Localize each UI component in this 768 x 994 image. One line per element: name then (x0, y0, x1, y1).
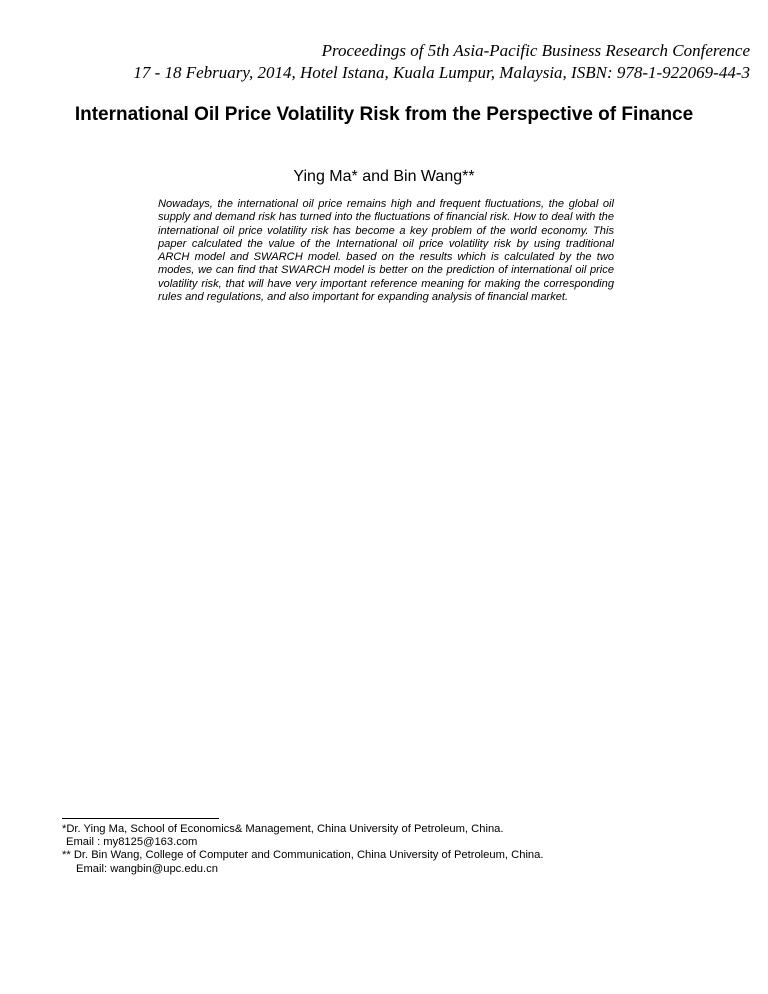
paper-abstract: Nowadays, the international oil price remains high and frequent fluctuations, the global oil supply and demand risk has turned into the fluctuations of financial risk. How to deal with the international oil price volatility risk has become a key problem of the world economy. This paper calculated the value of the International oil price volatility risk by using traditional ARCH model and SWARCH model. based on the results which is calculated by the two modes, we can find that SWARCH model is better on the prediction of international oil price volatility risk, that will have very important reference meaning for making the corresponding rules and regulations, and also important for expanding analysis of financial market. (158, 198, 614, 304)
footnotes (62, 823, 748, 876)
conference-header-line-2: 17 - 18 February, 2014, Hotel Istana, Kuala Lumpur, Malaysia, ISBN: 978-1-922069-44-3 (133, 63, 750, 82)
footnote-author-1-affiliation: *Dr. Ying Ma, School of Economics& Management, China University of Petroleum, China. (62, 823, 504, 835)
paper-title: International Oil Price Volatility Risk from the Perspective of Finance (74, 104, 694, 125)
footnote-author-1-email: Email : my8125@163.com (66, 836, 198, 849)
footnote-divider (62, 818, 219, 819)
footnote-author-2-affiliation: ** Dr. Bin Wang, College of Computer and Communication, China University of Petroleum, China. (62, 849, 544, 862)
paper-authors: Ying Ma* and Bin Wang** (293, 168, 475, 185)
conference-header (40, 40, 750, 84)
footnote-author-2-email: Email: wangbin@upc.edu.cn (76, 862, 218, 875)
conference-header-line-1: Proceedings of 5th Asia-Pacific Business Research Conference (321, 41, 750, 60)
